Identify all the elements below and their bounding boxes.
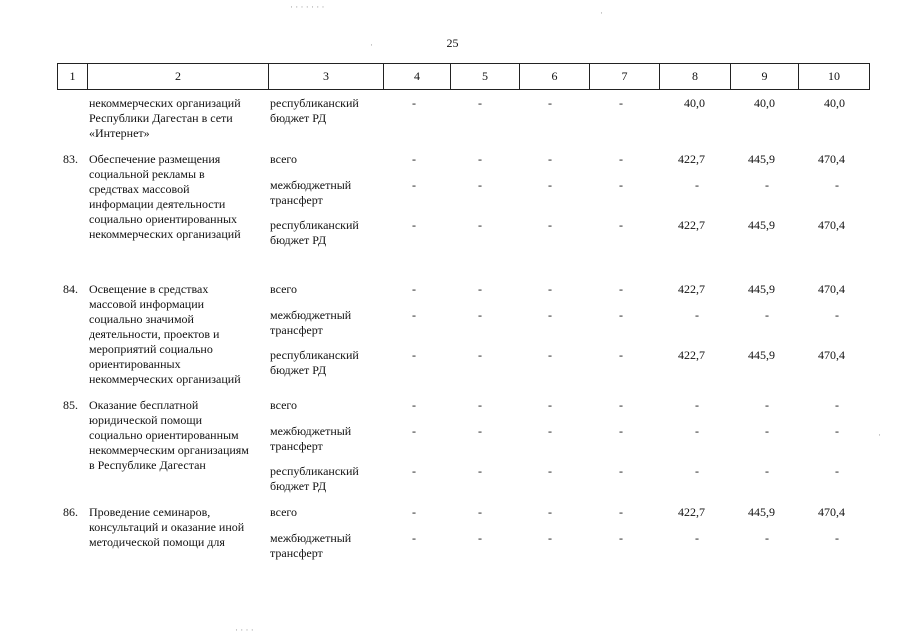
- cell-c9: -: [765, 398, 769, 412]
- cell-c10: -: [835, 531, 839, 545]
- funding-source-label: республиканский: [270, 96, 359, 110]
- column-header-5: 5: [451, 64, 520, 90]
- cell-c10: -: [835, 308, 839, 322]
- cell-c4: -: [412, 282, 416, 296]
- column-header-2: 2: [88, 64, 269, 90]
- cell-c4: -: [412, 348, 416, 362]
- column-header-7: 7: [590, 64, 660, 90]
- funding-source-label: республиканский: [270, 348, 359, 362]
- cell-c9: 445,9: [748, 348, 775, 362]
- cell-c6: -: [548, 152, 552, 166]
- activity-name-line: «Интернет»: [89, 126, 150, 140]
- funding-source-label: межбюджетный: [270, 178, 352, 192]
- page-number: 25: [446, 36, 459, 50]
- cell-c8: 422,7: [678, 348, 705, 362]
- activity-name-line: Обеспечение размещения: [89, 152, 221, 166]
- funding-source-label: бюджет РД: [270, 479, 327, 493]
- activity-name-line: консультаций и оказание иной: [89, 520, 245, 534]
- cell-c10: 40,0: [824, 96, 845, 110]
- cell-c6: -: [548, 464, 552, 478]
- cell-c8: 422,7: [678, 282, 705, 296]
- cell-c5: -: [478, 464, 482, 478]
- cell-c6: -: [548, 398, 552, 412]
- cell-c6: -: [548, 348, 552, 362]
- cell-c7: -: [619, 96, 623, 110]
- cell-c4: -: [412, 531, 416, 545]
- cell-c7: -: [619, 505, 623, 519]
- funding-source-label: трансферт: [270, 193, 323, 207]
- funding-source-label: межбюджетный: [270, 308, 352, 322]
- funding-source-label: бюджет РД: [270, 233, 327, 247]
- cell-c7: -: [619, 398, 623, 412]
- cell-c8: -: [695, 531, 699, 545]
- cell-c8: 40,0: [684, 96, 705, 110]
- cell-c10: 470,4: [818, 348, 845, 362]
- cell-c4: -: [412, 398, 416, 412]
- column-header-4: 4: [384, 64, 451, 90]
- cell-c6: -: [548, 282, 552, 296]
- cell-c9: -: [765, 178, 769, 192]
- cell-c5: -: [478, 282, 482, 296]
- cell-c5: -: [478, 531, 482, 545]
- cell-c7: -: [619, 218, 623, 232]
- cell-c7: -: [619, 531, 623, 545]
- activity-name-line: некоммерческих организаций: [89, 96, 241, 110]
- funding-source-label: трансферт: [270, 323, 323, 337]
- cell-c8: 422,7: [678, 505, 705, 519]
- activity-name-line: деятельности, проектов и: [89, 327, 220, 341]
- scan-noise: · · · ·: [235, 625, 254, 635]
- activity-name-line: информации деятельности: [89, 197, 226, 211]
- cell-c4: -: [412, 96, 416, 110]
- cell-c9: 40,0: [754, 96, 775, 110]
- cell-c5: -: [478, 505, 482, 519]
- row-number: 86.: [63, 505, 78, 519]
- activity-name-line: социально значимой: [89, 312, 194, 326]
- cell-c5: -: [478, 152, 482, 166]
- column-header-10: 10: [799, 64, 870, 90]
- scan-noise: ·: [878, 430, 881, 440]
- cell-c4: -: [412, 424, 416, 438]
- funding-source-label: межбюджетный: [270, 424, 352, 438]
- cell-c8: -: [695, 308, 699, 322]
- funding-source-label: республиканский: [270, 218, 359, 232]
- cell-c4: -: [412, 464, 416, 478]
- cell-c7: -: [619, 308, 623, 322]
- cell-c5: -: [478, 398, 482, 412]
- cell-c10: -: [835, 398, 839, 412]
- cell-c6: -: [548, 96, 552, 110]
- cell-c10: 470,4: [818, 282, 845, 296]
- cell-c9: -: [765, 464, 769, 478]
- activity-name-line: методической помощи для: [89, 535, 225, 549]
- cell-c5: -: [478, 308, 482, 322]
- cell-c5: -: [478, 178, 482, 192]
- column-header-1: 1: [58, 64, 88, 90]
- funding-source-label: бюджет РД: [270, 363, 327, 377]
- activity-name-line: социально ориентированным: [89, 428, 239, 442]
- cell-c7: -: [619, 152, 623, 166]
- column-header-row: [57, 63, 870, 90]
- cell-c4: -: [412, 308, 416, 322]
- activity-name-line: некоммерческим организациям: [89, 443, 249, 457]
- cell-c6: -: [548, 531, 552, 545]
- cell-c9: 445,9: [748, 152, 775, 166]
- cell-c6: -: [548, 178, 552, 192]
- cell-c6: -: [548, 424, 552, 438]
- cell-c5: -: [478, 218, 482, 232]
- cell-c4: -: [412, 505, 416, 519]
- funding-source-label: всего: [270, 505, 298, 519]
- cell-c7: -: [619, 282, 623, 296]
- cell-c9: -: [765, 308, 769, 322]
- activity-name-line: в Республике Дагестан: [89, 458, 206, 472]
- scan-noise: · · · · · · ·: [290, 2, 325, 12]
- column-header-3: 3: [269, 64, 384, 90]
- cell-c8: 422,7: [678, 152, 705, 166]
- cell-c6: -: [548, 505, 552, 519]
- cell-c8: -: [695, 178, 699, 192]
- activity-name-line: массовой информации: [89, 297, 205, 311]
- funding-source-label: всего: [270, 152, 298, 166]
- funding-source-label: республиканский: [270, 464, 359, 478]
- activity-name-line: социальной рекламы в: [89, 167, 205, 181]
- funding-source-label: трансферт: [270, 439, 323, 453]
- funding-source-label: межбюджетный: [270, 531, 352, 545]
- cell-c8: -: [695, 424, 699, 438]
- cell-c5: -: [478, 424, 482, 438]
- row-number: 84.: [63, 282, 78, 296]
- funding-source-label: бюджет РД: [270, 111, 327, 125]
- cell-c4: -: [412, 218, 416, 232]
- cell-c5: -: [478, 348, 482, 362]
- activity-name-line: некоммерческих организаций: [89, 372, 241, 386]
- activity-name-line: Республики Дагестан в сети: [89, 111, 233, 125]
- funding-source-label: всего: [270, 398, 298, 412]
- cell-c7: -: [619, 348, 623, 362]
- funding-source-label: всего: [270, 282, 298, 296]
- activity-name-line: социально ориентированных: [89, 212, 238, 226]
- cell-c7: -: [619, 178, 623, 192]
- cell-c10: 470,4: [818, 505, 845, 519]
- column-header-8: 8: [660, 64, 731, 90]
- activity-name-line: средствах массовой: [89, 182, 190, 196]
- scan-noise: ·: [370, 40, 373, 50]
- row-number: 85.: [63, 398, 78, 412]
- cell-c10: -: [835, 178, 839, 192]
- cell-c4: -: [412, 178, 416, 192]
- row-number: 83.: [63, 152, 78, 166]
- cell-c9: 445,9: [748, 218, 775, 232]
- cell-c9: -: [765, 424, 769, 438]
- cell-c7: -: [619, 424, 623, 438]
- cell-c9: 445,9: [748, 282, 775, 296]
- cell-c10: -: [835, 464, 839, 478]
- cell-c10: -: [835, 424, 839, 438]
- cell-c9: -: [765, 531, 769, 545]
- activity-name-line: юридической помощи: [89, 413, 202, 427]
- cell-c8: 422,7: [678, 218, 705, 232]
- activity-name-line: Оказание бесплатной: [89, 398, 199, 412]
- activity-name-line: Освещение в средствах: [89, 282, 209, 296]
- cell-c6: -: [548, 218, 552, 232]
- cell-c9: 445,9: [748, 505, 775, 519]
- cell-c8: -: [695, 464, 699, 478]
- activity-name-line: ориентированных: [89, 357, 181, 371]
- cell-c10: 470,4: [818, 218, 845, 232]
- activity-name-line: мероприятий социально: [89, 342, 213, 356]
- activity-name-line: некоммерческих организаций: [89, 227, 241, 241]
- cell-c4: -: [412, 152, 416, 166]
- funding-source-label: трансферт: [270, 546, 323, 560]
- cell-c8: -: [695, 398, 699, 412]
- column-header-6: 6: [520, 64, 590, 90]
- scan-noise: ·: [600, 8, 603, 18]
- cell-c6: -: [548, 308, 552, 322]
- cell-c7: -: [619, 464, 623, 478]
- cell-c10: 470,4: [818, 152, 845, 166]
- activity-name-line: Проведение семинаров,: [89, 505, 211, 519]
- column-header-9: 9: [731, 64, 799, 90]
- cell-c5: -: [478, 96, 482, 110]
